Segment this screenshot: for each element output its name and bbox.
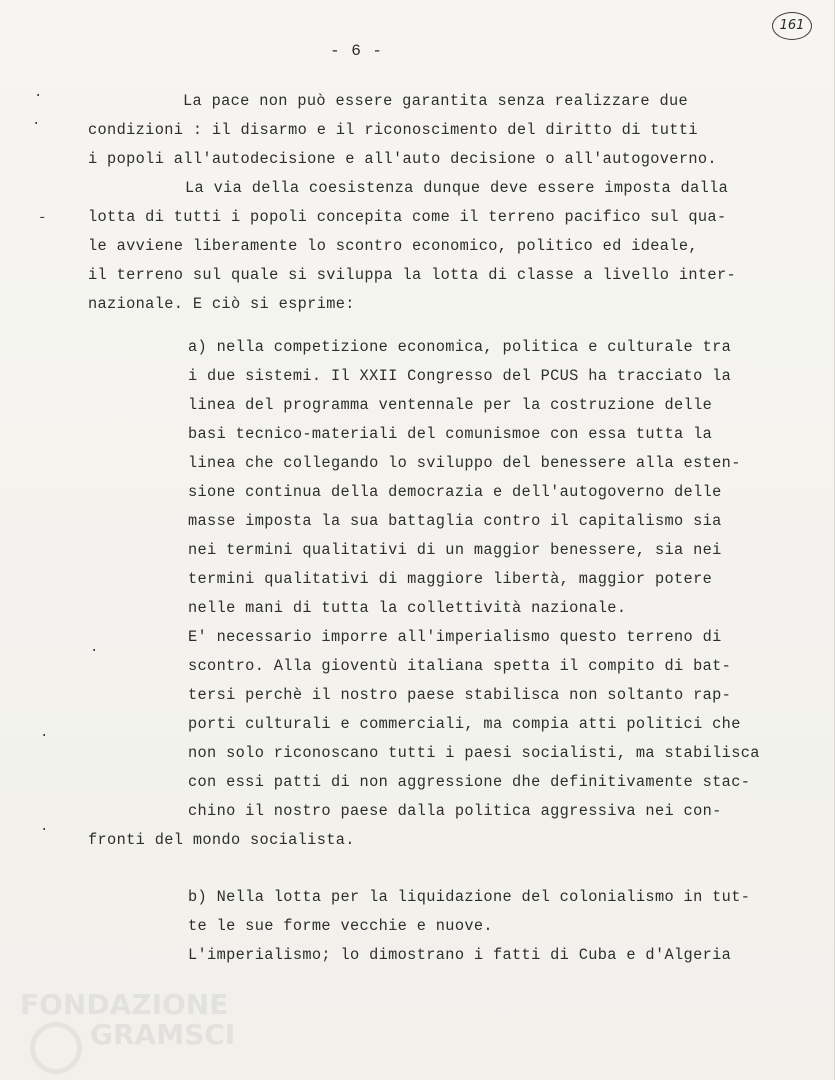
text-line: nazionale. E ciò si esprime: [88, 295, 355, 313]
text-line: La pace non può essere garantita senza realizzare due [183, 92, 689, 110]
text-line: a) nella competizione economica, politica e culturale tra [188, 338, 732, 356]
text-line: b) Nella lotta per la liquidazione del colonialismo in tut- [188, 888, 751, 906]
text-line: condizioni : il disarmo e il riconoscimento del diritto di tutti [88, 121, 698, 139]
text-line: le avviene liberamente lo scontro economico, politico ed ideale, [88, 237, 698, 255]
text-line: La via della coesistenza dunque deve essere imposta dalla [185, 179, 729, 197]
margin-dot: · [32, 116, 41, 132]
text-line: i popoli all'autodecisione e all'auto decisione o all'autogoverno. [88, 150, 717, 168]
text-line: L'imperialismo; lo dimostrano i fatti di Cuba e d'Algeria [188, 946, 732, 964]
text-line: fronti del mondo socialista. [88, 831, 355, 849]
text-line: tersi perchè il nostro paese stabilisca non soltanto rap- [188, 686, 732, 704]
margin-dash: - [38, 210, 47, 226]
text-line: il terreno sul quale si sviluppa la lotta di classe a livello inter- [88, 266, 737, 284]
margin-dot: · [40, 728, 49, 744]
text-line: scontro. Alla gioventù italiana spetta il compito di bat- [188, 657, 732, 675]
text-line: masse imposta la sua battaglia contro il capitalismo sia [188, 512, 722, 530]
text-line: nelle mani di tutta la collettività nazionale. [188, 599, 627, 617]
text-line: te le sue forme vecchie e nuove. [188, 917, 493, 935]
text-line: lotta di tutti i popoli concepita come il terreno pacifico sul qua- [88, 208, 727, 226]
archive-number-stamp: 161 [772, 12, 812, 40]
margin-dot: · [34, 88, 43, 104]
text-line: basi tecnico-materiali del comunismoe con essa tutta la [188, 425, 713, 443]
text-line: termini qualitativi di maggiore libertà, maggior potere [188, 570, 713, 588]
text-line: con essi patti di non aggressione dhe definitivamente stac- [188, 773, 751, 791]
text-line: linea che collegando lo sviluppo del benessere alla esten- [188, 454, 741, 472]
text-line: linea del programma ventennale per la costruzione delle [188, 396, 713, 414]
margin-dot: · [40, 822, 49, 838]
text-line: nei termini qualitativi di un maggior benessere, sia nei [188, 541, 722, 559]
watermark [20, 990, 235, 1050]
text-line: non solo riconoscano tutti i paesi socialisti, ma stabilisca [188, 744, 760, 762]
margin-dot: · [90, 643, 99, 659]
text-line: sione continua della democrazia e dell'autogoverno delle [188, 483, 722, 501]
watermark-line2: GRAMSCI [90, 1018, 236, 1051]
text-line: chino il nostro paese dalla politica aggressiva nei con- [188, 802, 722, 820]
text-line: i due sistemi. Il XXII Congresso del PCUS ha tracciato la [188, 367, 732, 385]
text-line: porti culturali e commerciali, ma compia atti politici che [188, 715, 741, 733]
page-number: - 6 - [330, 42, 384, 60]
text-line: E' necessario imporre all'imperialismo questo terreno di [188, 628, 722, 646]
watermark-line1: FONDAZIONE [20, 988, 229, 1021]
